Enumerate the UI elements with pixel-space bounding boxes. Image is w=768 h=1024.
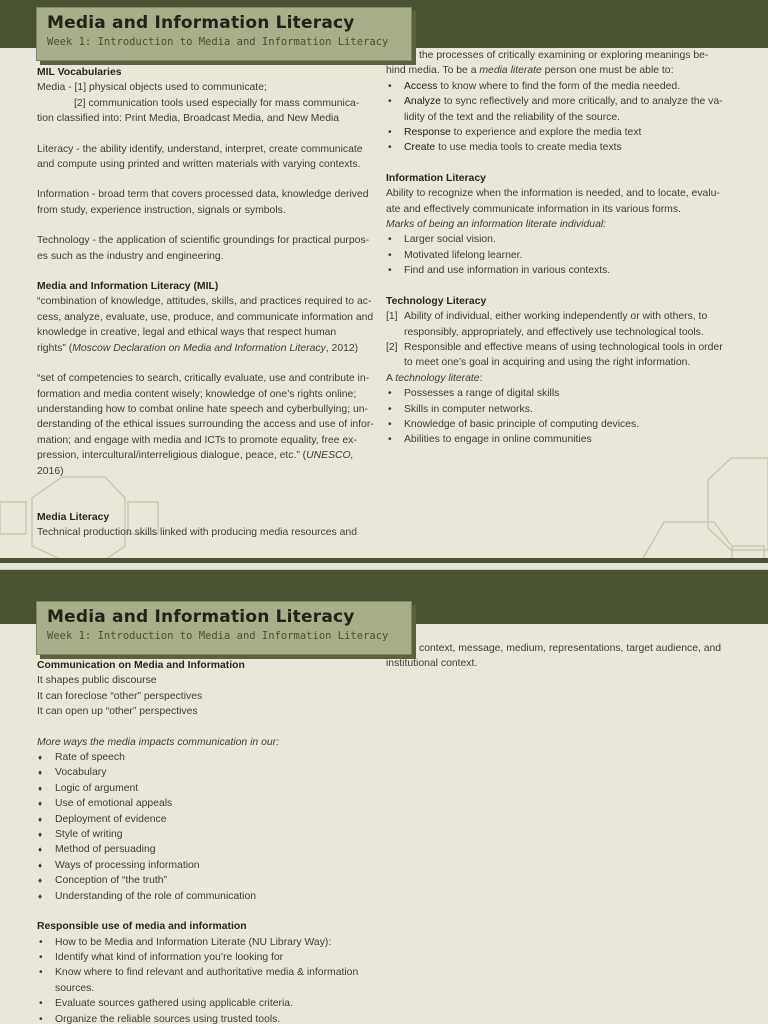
unesco-definition: 2016) (37, 465, 64, 477)
information-definition: Information - broad term that covers processed data, knowledge derived (37, 189, 369, 201)
unesco-definition: “set of competencies to search, critically evaluate, use and contribute in- (37, 373, 370, 385)
header-card (36, 601, 412, 655)
communication-line: It shapes public discourse (37, 675, 157, 687)
unesco-definition: derstanding of the ethical issues surrounding the access and use of infor- (37, 419, 374, 431)
mil-definition-quote: rights” (Moscow Declaration on Media and Information Literacy, 2012) (37, 342, 359, 354)
list-item: • Knowledge of basic principle of computing devices. (386, 417, 731, 432)
list-item: • Skills in computer networks. (386, 402, 731, 417)
information-definition: from study, experience instruction, signals or symbols. (37, 204, 286, 216)
list-item: • Larger social vision. (386, 232, 731, 247)
list-item: • How to be Media and Information Literate (NU Library Way): (37, 935, 377, 950)
list-item: ♦ Conception of “the truth” (37, 873, 377, 888)
mil-definition-quote: cess, analyze, evaluate, use, produce, and communicate information and (37, 311, 374, 323)
media-abilities-list (386, 79, 731, 156)
list-item: • Identify what kind of information you’re looking for (37, 950, 377, 965)
list-item: • Create to use media tools to create media texts (386, 140, 731, 155)
list-item: • Possesses a range of digital skills (386, 386, 731, 401)
list-item: ♦ Understanding of the role of communication (37, 889, 377, 904)
continued-text: context, message, medium, representations, target audience, and (419, 643, 722, 654)
header-card (36, 7, 412, 61)
citation: Moscow Declaration on Media and Information Literacy (72, 342, 326, 354)
responsible-use-list (37, 935, 377, 1024)
technology-definition: Technology - the application of scientific groundings for practical purpos- (37, 235, 370, 247)
literacy-definition: and compute using printed and written materials with varying contexts. (37, 159, 361, 171)
right-column (386, 48, 731, 448)
technology-literate-caption: A technology literate: (386, 372, 483, 384)
technology-literacy-heading: Technology Literacy (386, 295, 487, 307)
page-subtitle: Week 1: Introduction to Media and Information Literacy (47, 630, 389, 642)
information-literacy-heading: Information Literacy (386, 172, 486, 184)
page-title: Media and Information Literacy (47, 13, 355, 33)
list-item: [1] Ability of individual, either working independently or with others, to responsibly, appropriately, and effectively use technological tools. (386, 311, 708, 338)
technology-literate-list (386, 386, 731, 448)
media-literacy-heading: Media Literacy (37, 511, 110, 523)
marks-list (386, 232, 731, 278)
list-item: ♦ Rate of speech (37, 750, 377, 765)
list-item: ♦ Method of persuading (37, 842, 377, 857)
right-column (386, 641, 731, 672)
list-item: • Abilities to engage in online communities (386, 432, 731, 447)
unesco-definition: understanding how to combat online hate speech and cyberbullying; un- (37, 403, 368, 415)
page-title: Media and Information Literacy (47, 607, 355, 627)
media-definition: [2] communication tools used especially for mass communica- (74, 97, 360, 109)
mil-definition-quote: “combination of knowledge, attitudes, skills, and practices required to ac- (37, 296, 372, 308)
unesco-definition: mation; and engage with media and ICTs to promote equality, free ex- (37, 434, 357, 446)
list-item: • Find and use information in various contexts. (386, 263, 731, 278)
left-column (37, 65, 377, 541)
list-item: ♦ Use of emotional appeals (37, 796, 377, 811)
unesco-definition: pression, intercultural/interreligious dialogue, peace, etc.” (UNESCO, (37, 450, 354, 462)
page-2 (0, 570, 768, 1024)
list-item: • Evaluate sources gathered using applicable criteria. (37, 996, 377, 1011)
list-item: • Organize the reliable sources using trusted tools. (37, 1012, 377, 1024)
technology-definition: es such as the industry and engineering. (37, 250, 224, 262)
list-item: ♦ Ways of processing information (37, 858, 377, 873)
list-item: ♦ Vocabulary (37, 765, 377, 780)
list-item: ♦ Style of writing (37, 827, 377, 842)
mil-definition-heading: Media and Information Literacy (MIL) (37, 281, 219, 293)
list-item: • Analyze to sync reflectively and more critically, and to analyze the va- lidity of the text and the reliability of the source. (386, 94, 731, 125)
technology-literacy-definitions (386, 309, 731, 371)
left-column (37, 658, 377, 1024)
information-literacy-text: Ability to recognize when the information is needed, and to locate, evalu- (386, 188, 720, 200)
communication-heading: Communication on Media and Information (37, 660, 245, 671)
literacy-definition: Literacy - the ability identify, understand, interpret, create communicate (37, 143, 363, 155)
list-item: • Access to know where to find the form of the media needed. (386, 79, 731, 94)
more-ways-caption: More ways the media impacts communication in our: (37, 736, 279, 748)
media-definition: Media - [1] physical objects used to communicate; (37, 82, 267, 94)
list-item: • Motivated lifelong learner. (386, 248, 731, 263)
media-impact-list (37, 750, 377, 904)
decorative-octagons-right (636, 450, 768, 560)
media-literacy-text: Technical production skills linked with producing media resources and (37, 527, 357, 539)
communication-line: It can foreclose “other” perspectives (37, 690, 203, 702)
list-item: [2] Responsible and effective means of using technological tools in order to meet one’s goal in acquiring and using the right information. (386, 341, 723, 369)
responsible-use-heading: Responsible use of media and information (37, 921, 247, 933)
continued-text: institutional context. (386, 658, 478, 670)
list-item: ♦ Deployment of evidence (37, 812, 377, 827)
list-item: • Response to experience and explore the media text (386, 125, 731, 140)
marks-caption: Marks of being an information literate individual: (386, 219, 607, 231)
communication-line: It can open up “other” perspectives (37, 706, 198, 718)
media-literacy-continued: hind media. To be a media literate person one must be able to: (386, 65, 674, 77)
page-separator (0, 558, 768, 570)
list-item: ♦ Logic of argument (37, 781, 377, 796)
list-item: • Know where to find relevant and authoritative media & information sources. (37, 965, 377, 996)
mil-definition-quote: knowledge in creative, legal and ethical ways that respect human (37, 327, 337, 339)
media-literacy-continued: the processes of critically examining or exploring meanings be- (419, 50, 709, 61)
unesco-definition: formation and media content wisely; knowledge of one’s rights online; (37, 388, 357, 400)
citation: UNESCO, (306, 450, 354, 462)
media-definition: tion classified into: Print Media, Broadcast Media, and New Media (37, 113, 340, 125)
page-subtitle: Week 1: Introduction to Media and Information Literacy (47, 36, 389, 48)
information-literacy-text: ate and effectively communicate information in its various forms. (386, 203, 681, 215)
mil-vocabularies-heading: MIL Vocabularies (37, 67, 122, 78)
